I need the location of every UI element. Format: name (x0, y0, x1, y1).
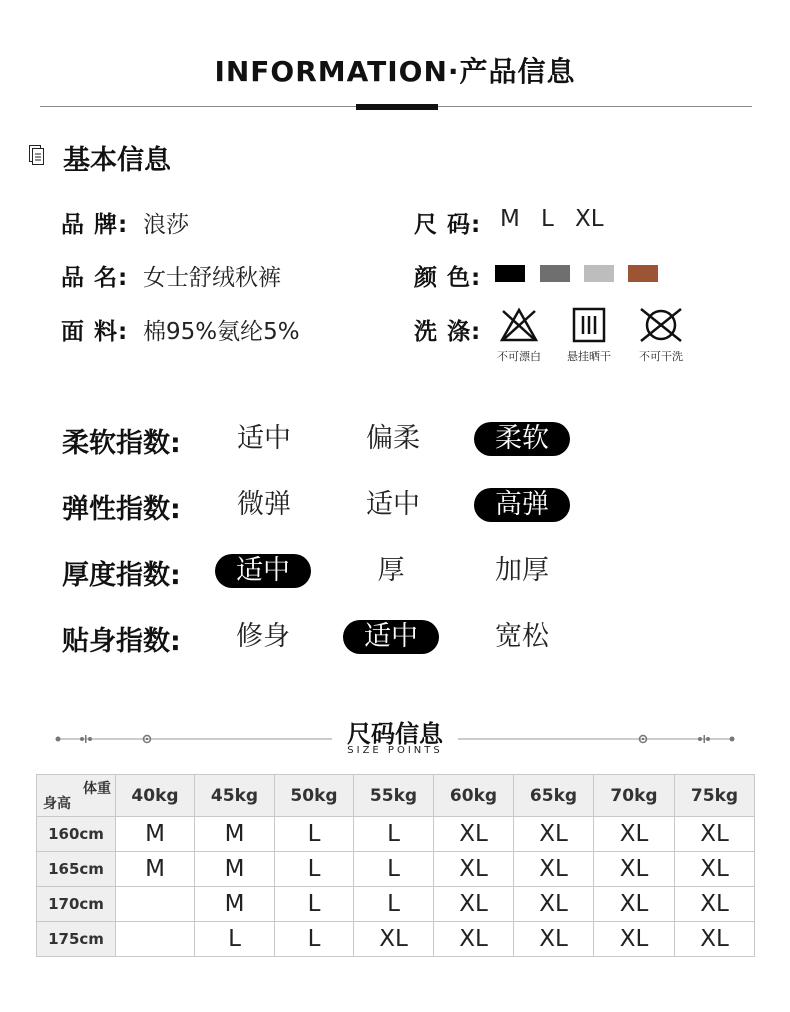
size-option-l: L (541, 206, 554, 232)
color-swatch-dark-gray (540, 265, 570, 282)
size-cell: XL (354, 922, 434, 957)
material-value: 棉95%氨纶5% (143, 319, 300, 345)
size-cell: L (275, 852, 354, 887)
table-row (37, 852, 755, 887)
softness-index-label: 柔软指数: (62, 428, 181, 459)
size-cell: XL (434, 817, 514, 852)
size-cell: XL (675, 887, 755, 922)
size-cell: XL (675, 922, 755, 957)
care-caption: 悬挂晒干 (567, 350, 611, 363)
hang-dry-icon (569, 306, 609, 344)
care-caption: 不可干洗 (639, 350, 683, 363)
color-swatch-black (495, 265, 525, 282)
size-info-subtitle: SIZE POINTS (347, 745, 443, 756)
weight-header: 55kg (354, 775, 434, 817)
size-cell: XL (434, 887, 514, 922)
size-cell: M (195, 817, 275, 852)
height-header: 160cm (37, 817, 116, 852)
weight-axis-label: 体重 (83, 781, 111, 797)
elasticity-option: 适中 (366, 489, 420, 520)
softness-option: 偏柔 (366, 423, 420, 454)
size-cell: XL (594, 887, 675, 922)
care-caption: 不可漂白 (497, 350, 541, 363)
header-accent-bar (356, 104, 438, 110)
size-cell (116, 922, 195, 957)
size-cell: M (195, 887, 275, 922)
size-cell: L (275, 922, 354, 957)
product-name-label: 品 名: (61, 265, 129, 291)
fit-option: 修身 (236, 621, 290, 652)
weight-header: 50kg (275, 775, 354, 817)
care-hang-dry (558, 306, 620, 364)
size-cell: M (116, 817, 195, 852)
size-cell: XL (594, 852, 675, 887)
size-cell: XL (514, 887, 594, 922)
height-header: 175cm (37, 922, 116, 957)
no-dry-clean-icon (637, 306, 685, 344)
size-cell: XL (675, 852, 755, 887)
height-header: 170cm (37, 887, 116, 922)
weight-header: 45kg (195, 775, 275, 817)
size-cell: XL (514, 852, 594, 887)
care-no-dry-clean (630, 306, 692, 364)
thickness-option: 加厚 (495, 555, 549, 586)
height-header: 165cm (37, 852, 116, 887)
size-cell: XL (434, 852, 514, 887)
care-no-bleach (488, 306, 550, 364)
brand-value: 浪莎 (143, 212, 189, 238)
softness-option: 适中 (237, 423, 291, 454)
weight-header: 40kg (116, 775, 195, 817)
softness-option-selected: 柔软 (474, 422, 570, 456)
size-cell: XL (434, 922, 514, 957)
table-row (37, 887, 755, 922)
wash-label: 洗 涤: (414, 319, 482, 345)
fit-option: 宽松 (495, 621, 549, 652)
fit-option-selected: 适中 (343, 620, 439, 654)
weight-header: 70kg (594, 775, 675, 817)
size-cell (116, 887, 195, 922)
color-swatch-light-gray (584, 265, 614, 282)
thickness-option: 厚 (377, 555, 405, 586)
size-cell: M (195, 852, 275, 887)
size-cell: L (354, 887, 434, 922)
height-axis-label: 身高 (43, 796, 71, 812)
size-cell: L (275, 887, 354, 922)
elasticity-option: 微弹 (237, 489, 291, 520)
product-name-value: 女士舒绒秋裤 (143, 265, 281, 291)
material-label: 面 料: (61, 319, 129, 345)
size-cell: L (354, 852, 434, 887)
size-option-xl: XL (575, 206, 604, 232)
thickness-index-label: 厚度指数: (62, 560, 181, 591)
size-info-title: 尺码信息 (347, 720, 443, 748)
size-cell: XL (594, 817, 675, 852)
weight-header: 60kg (434, 775, 514, 817)
size-label: 尺 码: (414, 212, 482, 238)
elasticity-option-selected: 高弹 (474, 488, 570, 522)
size-cell: L (354, 817, 434, 852)
document-icon (29, 145, 45, 166)
table-row (37, 817, 755, 852)
color-label: 颜 色: (414, 265, 482, 291)
weight-header: 65kg (514, 775, 594, 817)
brand-label: 品 牌: (61, 212, 129, 238)
size-cell: XL (514, 922, 594, 957)
weight-header: 75kg (675, 775, 755, 817)
size-chart-table (36, 774, 755, 957)
no-bleach-icon (499, 306, 539, 344)
size-cell: M (116, 852, 195, 887)
table-corner-cell (37, 775, 116, 817)
table-row (37, 922, 755, 957)
elasticity-index-label: 弹性指数: (62, 494, 181, 525)
color-swatch-brown (628, 265, 658, 282)
size-cell: XL (675, 817, 755, 852)
size-cell: XL (594, 922, 675, 957)
size-cell: XL (514, 817, 594, 852)
size-cell: L (195, 922, 275, 957)
section-title: 基本信息 (63, 145, 171, 176)
page-title: INFORMATION·产品信息 (214, 55, 576, 88)
table-header-row (37, 775, 755, 817)
thickness-option-selected: 适中 (215, 554, 311, 588)
size-option-m: M (500, 206, 520, 232)
fit-index-label: 贴身指数: (62, 626, 181, 657)
size-cell: L (275, 817, 354, 852)
